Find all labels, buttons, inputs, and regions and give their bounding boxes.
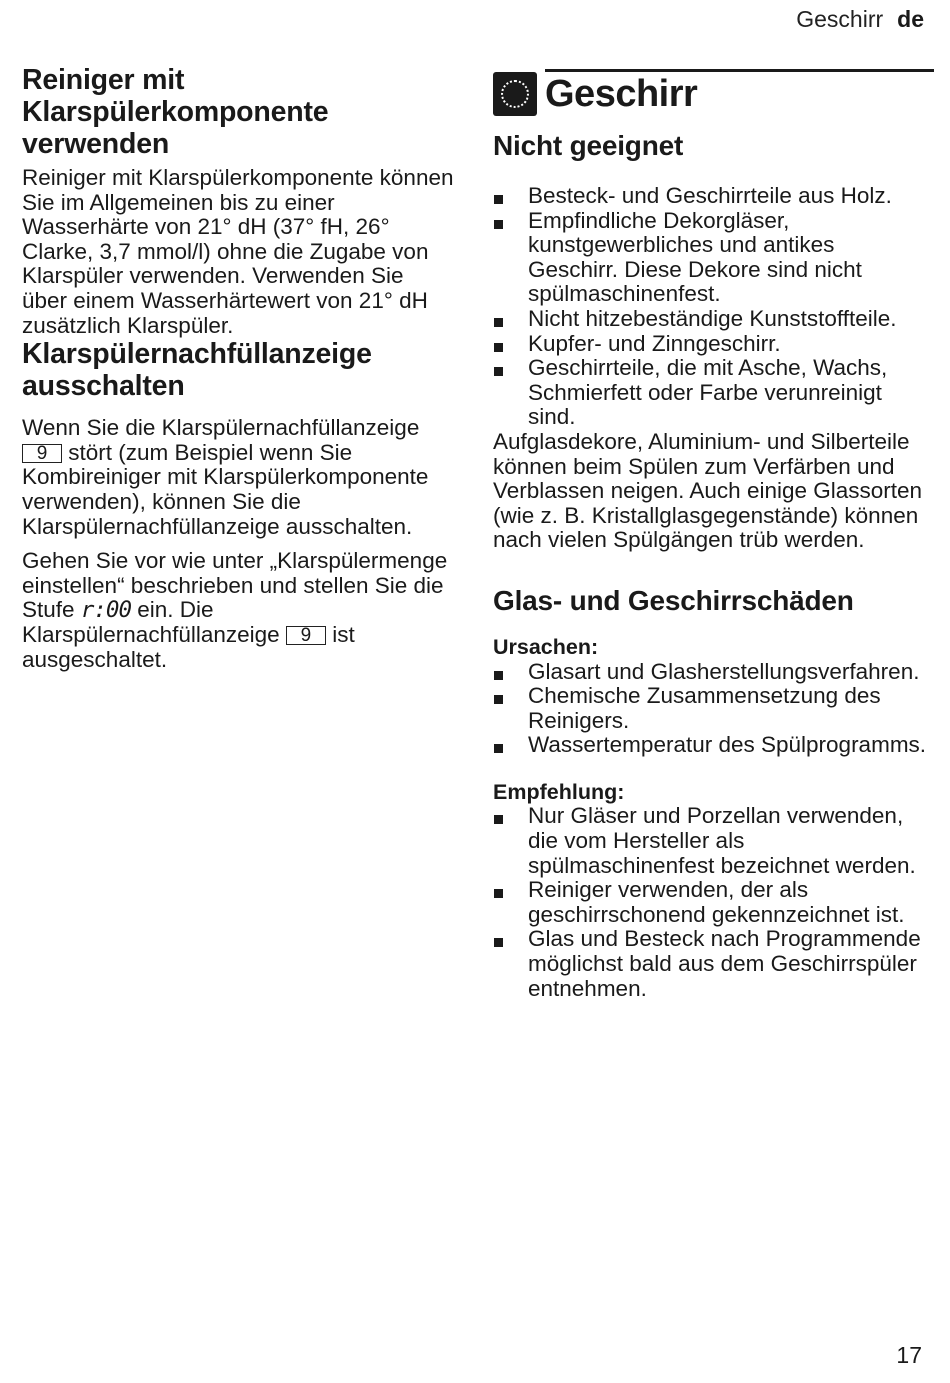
paragraph-reiniger: Reiniger mit Klarspülerkomponente können Sie im Allgemeinen bis zu einer Wasserhärte von 21° dH (37° fH, 26° Clarke, 3,7 mmol/l) ohne die Zugabe von Klarspüler verwenden. Verwenden Sie über einem Wasserhärtewert von 21° dH zusätzlich Klarspüler. bbox=[22, 165, 454, 338]
list-item: Wassertemperatur des Spülprogramms. bbox=[493, 733, 928, 758]
text-part: stört (zum Beispiel wenn Sie Kombireiniger mit Klarspülerkomponente verwenden), können Sie die Klarspülernachfüllanzeige ausschalten. bbox=[22, 439, 429, 539]
page-number: 17 bbox=[896, 1342, 922, 1368]
list-nicht-geeignet bbox=[493, 184, 928, 430]
heading-nicht-geeignet: Nicht geeignet bbox=[493, 130, 684, 161]
list-item: Empfindliche Dekorgläser, kunstgewerbliches und antikes Geschirr. Diese Dekore sind nicht spülmaschinenfest. bbox=[493, 209, 928, 307]
list-item: Besteck- und Geschirrteile aus Holz. bbox=[493, 184, 928, 209]
text-part: ein. Die Klarspülernachfüllanzeige bbox=[22, 597, 280, 647]
right-column bbox=[493, 64, 928, 1001]
paragraph-note: Aufglasdekore, Aluminium- und Silberteile können beim Spülen zum Verfärben und Verblassen neigen. Auch einige Glassorten (wie z. B. Kristallglasgegenstände) können nach vielen Spülgängen trüb werden. bbox=[493, 428, 923, 553]
dishes-icon bbox=[493, 72, 537, 116]
paragraph-stufe bbox=[22, 549, 454, 672]
list-item: Nicht hitzebeständige Kunststoffteile. bbox=[493, 307, 928, 332]
list-item: Chemische Zusammensetzung des Reinigers. bbox=[493, 684, 928, 733]
key-9-icon: 9 bbox=[286, 626, 326, 645]
header-section: Geschirr bbox=[796, 6, 884, 32]
label-empfehlung: Empfehlung: bbox=[493, 779, 625, 804]
label-ursachen: Ursachen: bbox=[493, 634, 599, 659]
page-title: Geschirr bbox=[545, 73, 698, 115]
paragraph-nachfuellanzeige bbox=[22, 416, 454, 539]
list-item: Geschirrteile, die mit Asche, Wachs, Schmierfett oder Farbe verunreinigt sind. bbox=[493, 356, 928, 430]
heading-reiniger: Reiniger mit Klarspülerkomponente verwenden bbox=[22, 64, 329, 160]
text-part: Gehen Sie vor wie unter „Klarspülermenge einstellen“ beschrieben und stellen Sie die Stufe bbox=[22, 548, 448, 623]
list-ursachen bbox=[493, 660, 928, 758]
left-column bbox=[22, 64, 454, 672]
list-empfehlung bbox=[493, 804, 928, 1001]
list-item: Nur Gläser und Porzellan verwenden, die vom Hersteller als spülmaschinenfest bezeichnet werden. bbox=[493, 804, 928, 878]
text-part: Wenn Sie die Klarspülernachfüllanzeige bbox=[22, 415, 420, 441]
heading-schaeden: Glas- und Geschirrschäden bbox=[493, 584, 854, 616]
list-item: Glasart und Glasherstellungsverfahren. bbox=[493, 660, 928, 685]
list-item: Kupfer- und Zinngeschirr. bbox=[493, 332, 928, 357]
heading-nachfuellanzeige: Klarspülernachfüllanzeige ausschalten bbox=[22, 338, 372, 403]
page-header bbox=[796, 6, 924, 33]
list-item: Glas und Besteck nach Programmende möglichst bald aus dem Geschirrspüler entnehmen. bbox=[493, 927, 928, 1001]
list-item: Reiniger verwenden, der als geschirrschonend gekennzeichnet ist. bbox=[493, 878, 928, 927]
header-language: de bbox=[897, 6, 924, 32]
display-value: r:00 bbox=[80, 597, 131, 624]
key-9-icon: 9 bbox=[22, 444, 62, 463]
text-part: ist ausgeschaltet. bbox=[22, 621, 355, 672]
chapter-title bbox=[493, 64, 928, 116]
